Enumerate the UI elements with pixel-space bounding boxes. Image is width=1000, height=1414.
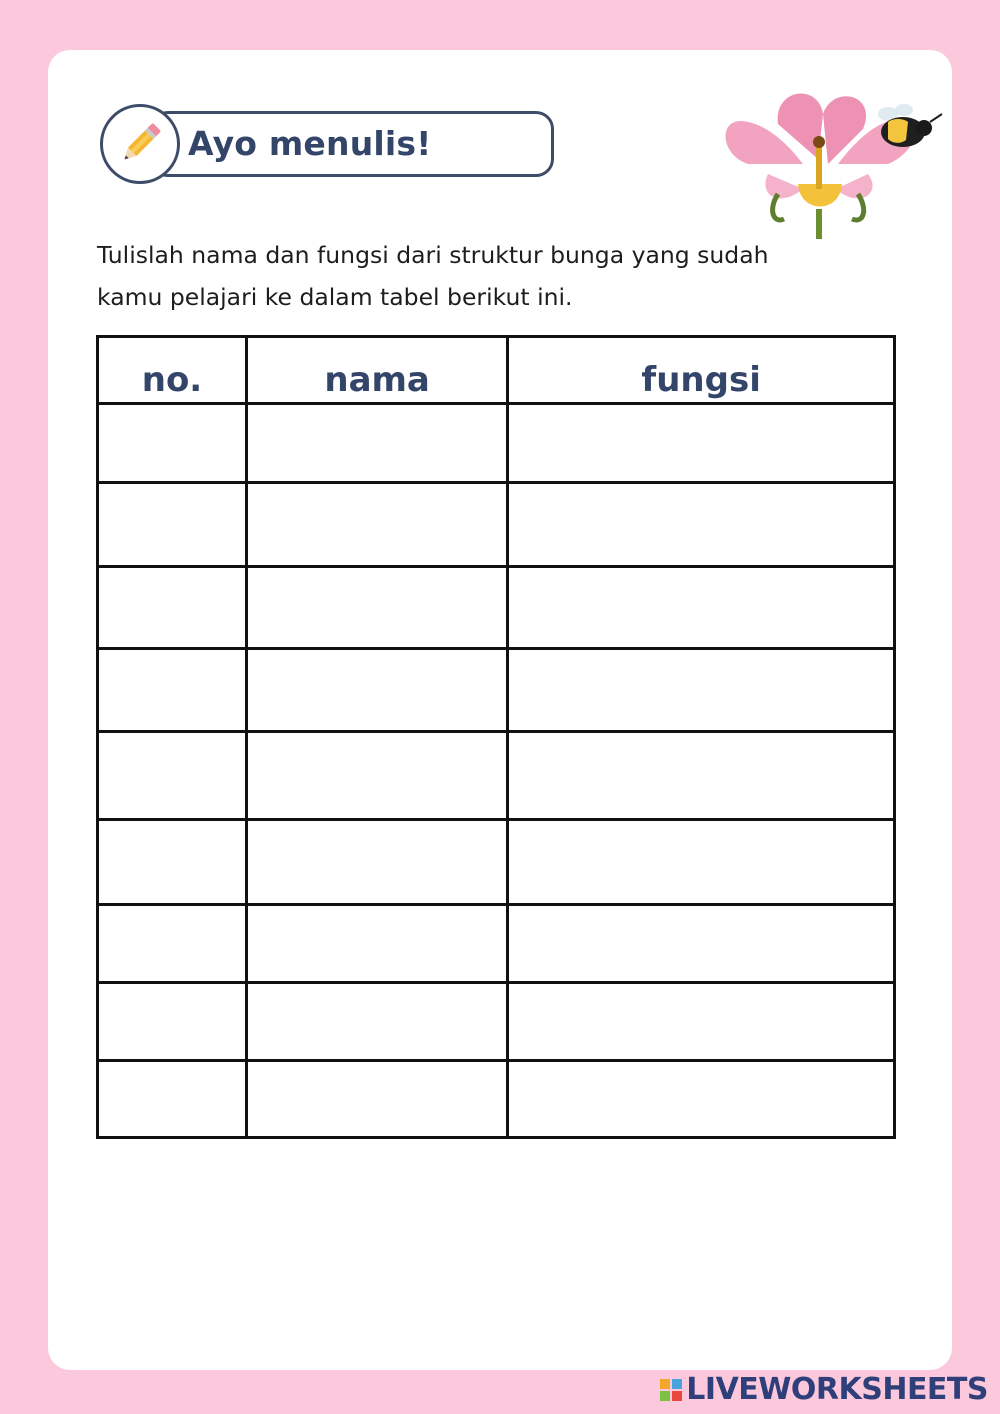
cell-nama[interactable] <box>246 820 507 905</box>
cell-no[interactable] <box>98 983 247 1061</box>
flower-structure-table <box>96 335 896 1139</box>
brand-logo-icon <box>660 1379 682 1401</box>
cell-nama[interactable] <box>246 905 507 983</box>
cell-fungsi[interactable] <box>508 983 895 1061</box>
cell-no[interactable] <box>98 483 247 567</box>
brand-name: LIVEWORKSHEETS <box>686 1372 988 1407</box>
cell-fungsi[interactable] <box>508 732 895 820</box>
cell-fungsi[interactable] <box>508 905 895 983</box>
table-row <box>98 404 895 483</box>
instructions-line-1: Tulislah nama dan fungsi dari struktur bunga yang sudah <box>97 241 769 269</box>
pencil-badge <box>100 104 180 184</box>
bee-icon <box>878 104 942 147</box>
table-row <box>98 1061 895 1138</box>
cell-no[interactable] <box>98 732 247 820</box>
cell-fungsi[interactable] <box>508 820 895 905</box>
header-fungsi: fungsi <box>508 337 895 404</box>
table-row <box>98 649 895 732</box>
cell-no[interactable] <box>98 1061 247 1138</box>
table-row <box>98 483 895 567</box>
cell-fungsi[interactable] <box>508 649 895 732</box>
cell-fungsi[interactable] <box>508 1061 895 1138</box>
table-row <box>98 820 895 905</box>
cell-nama[interactable] <box>246 732 507 820</box>
cell-nama[interactable] <box>246 649 507 732</box>
cell-no[interactable] <box>98 820 247 905</box>
brand-footer <box>660 1372 988 1407</box>
table-row <box>98 983 895 1061</box>
cell-no[interactable] <box>98 649 247 732</box>
cell-no[interactable] <box>98 567 247 649</box>
table-header-row <box>98 337 895 404</box>
cell-fungsi[interactable] <box>508 483 895 567</box>
cell-nama[interactable] <box>246 404 507 483</box>
table-row <box>98 905 895 983</box>
cell-nama[interactable] <box>246 1061 507 1138</box>
instructions-line-2: kamu pelajari ke dalam tabel berikut ini. <box>97 283 573 311</box>
cell-no[interactable] <box>98 905 247 983</box>
cell-no[interactable] <box>98 404 247 483</box>
cell-fungsi[interactable] <box>508 567 895 649</box>
header-nama: nama <box>246 337 507 404</box>
cell-nama[interactable] <box>246 483 507 567</box>
cell-nama[interactable] <box>246 567 507 649</box>
cell-nama[interactable] <box>246 983 507 1061</box>
header-no: no. <box>98 337 247 404</box>
pencil-icon <box>112 116 168 172</box>
instructions-text <box>97 234 857 318</box>
flower-bee-illustration <box>718 84 950 244</box>
page-title: Ayo menulis! <box>188 124 432 163</box>
cell-fungsi[interactable] <box>508 404 895 483</box>
table-row <box>98 567 895 649</box>
table-row <box>98 732 895 820</box>
